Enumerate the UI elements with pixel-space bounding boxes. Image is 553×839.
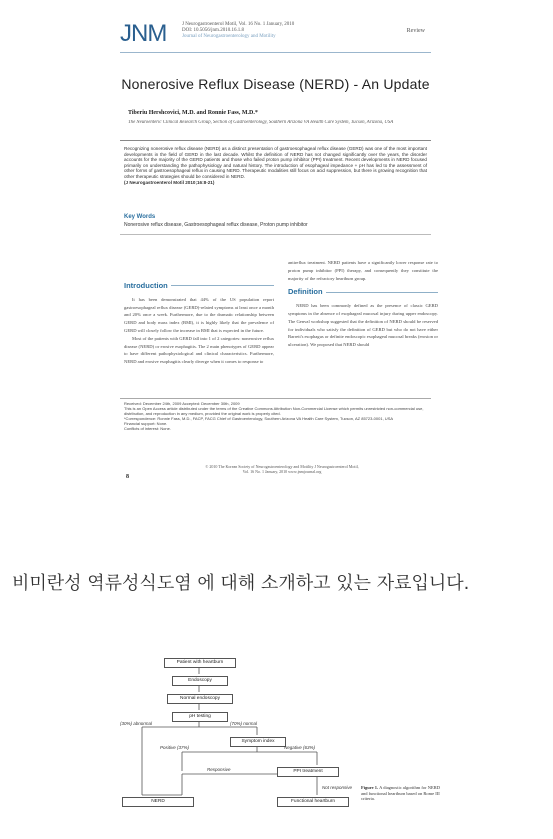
conflicts: Conflicts of interest: None. xyxy=(124,426,171,431)
journal-meta xyxy=(182,22,332,40)
right-column xyxy=(288,259,438,349)
journal-logo: JNM xyxy=(120,20,167,47)
intro-paragraph-2: Most of the patients with GERD fall into 1 of 2 categories: nonerosive reflux disease (NERD) or erosive esophagitis. The 2 main phenotypes of GERD appear to have different pathophysiological and clinical characteristics. Furthermore, NERD and erosive esophagitis clearly diverge when it comes to response to xyxy=(124,335,274,365)
introduction-heading xyxy=(124,282,274,290)
box-ph-testing: pH testing xyxy=(172,712,228,722)
right-paragraph-2: NERD has been commonly defined as the presence of classic GERD symptoms in the absence of esophageal mucosal injury during upper endoscopy. The Genval workshop suggested that the definition of NERD should be reserved for individuals who satisfy the definition of GERD but who do not have either Barrett's esophagus or definite endoscopic esophageal mucosal breaks (erosion or ulceration). We proposed that NERD should xyxy=(288,303,438,348)
flowchart xyxy=(112,655,442,835)
article-title: Nonerosive Reflux Disease (NERD) - An Update xyxy=(121,76,430,92)
box-patient: Patient with heartburn xyxy=(164,658,236,668)
citation: (J Neurogastroenterol Motil 2010;16:8-21) xyxy=(124,179,215,185)
figure-caption xyxy=(361,785,441,802)
box-normal-endoscopy: Normal endoscopy xyxy=(167,694,233,704)
affiliation: The Neuroenteric Clinical Research Group, Section of Gastroenterology, Southern Arizona VA Health Care System, Tucson, Arizona, USA xyxy=(128,120,394,125)
box-nerd: NERD xyxy=(122,797,194,807)
heading-rule xyxy=(326,292,438,293)
box-symptom-index: Symptom index xyxy=(230,737,286,747)
label-positive: Positive (37%) xyxy=(160,745,190,750)
abstract-text: Recognizing nonerosive reflux disease (NERD) as a distinct presentation of gastroesophageal reflux disease (GERD) was one of the most important developments in the field of GERD in the last decade. Whilst the definition of NERD has not changed significantly over the years, the disorder accounts for the majority of the GERD patients and those who failed proton pump inhibitor (PPI) treatment. Recent developments in NERD focused primarily on understanding the pathophysiology and natural history. The introduction of esophageal impedance + pH has led to the assessment of other forms of gastroesophageal reflux in causing NERD. Therapeutic modalities still focus on acid suppression, but there is growing recognition that other therapeutic strategies should be considered in NERD. xyxy=(124,146,427,179)
section-title: Introduction xyxy=(124,281,168,290)
label-not-responsive: Not responsive xyxy=(322,785,353,790)
box-endoscopy: Endoscopy xyxy=(172,676,228,686)
definition-heading xyxy=(288,288,438,296)
journal-name: Journal of Neurogastroenterology and Motility xyxy=(182,34,276,39)
box-functional-heartburn: Functional heartburn xyxy=(277,797,349,807)
label-abnormal: (30%) abnormal xyxy=(120,721,153,726)
abstract xyxy=(124,146,427,185)
doi-line: DOI: 10.5056/jnm.2010.16.1.8 xyxy=(182,28,244,33)
license-note: This is an Open Access article distributed under the terms of the Creative Commons Attribution Non-Commercial License which permits unrestricted non-commercial use, distribution, and reproduction in any medium, provided the original work is properly cited. xyxy=(124,406,424,416)
left-column xyxy=(124,280,274,366)
keywords-divider xyxy=(120,234,431,235)
financial-support: Financial support: None. xyxy=(124,421,168,426)
keywords-heading: Key Words xyxy=(124,214,156,220)
authors: Tiberiu Hershcovici, M.D. and Ronnie Fass, M.D.* xyxy=(128,110,258,116)
heading-rule xyxy=(171,285,274,286)
bottom-meta: © 2010 The Korean Society of Neurogastroenterology and Motility J Neurogastroenterol Motil, Vol. 16 No. 1 January, 2010 www.jnmjournal.org xyxy=(205,464,359,474)
section-title: Definition xyxy=(288,287,323,297)
header-divider xyxy=(120,52,431,53)
footnotes xyxy=(124,401,430,431)
box-ppi-treatment: PPI treatment xyxy=(277,767,339,777)
label-normal: (70%) normal xyxy=(230,721,258,726)
footnote-divider xyxy=(120,398,431,399)
figure-caption-text: A diagnostic algorithm for NERD and functional heartburn based on Rome III criteria. xyxy=(361,785,441,801)
page-number: 8 xyxy=(126,474,129,480)
received-dates: Received: December 24th, 2009 Accepted: December 30th, 2009 xyxy=(124,401,240,406)
keywords: Nonerosive reflux disease, Gastroesophageal reflux disease, Proton pump inhibitor xyxy=(124,222,308,228)
figure-label: Figure 1. xyxy=(361,785,379,790)
intro-paragraph-1: It has been demonstrated that 44% of the US population report gastroesophageal reflux disease (GERD)-related symptoms at least once a month and 20% once a week. Furthermore, due to the dramatic relationship between GERD and body mass index (BMI), it is highly likely that the prevalence of GERD will closely follow the increase in BMI that is expected in the future. xyxy=(124,296,274,333)
correspondence: *Correspondence: Ronnie Fass, M.D., FACP, FACG Chief of Gastroenterology, Southern Arizona VA Health Care System, Tucson, AZ 85723-0001, USA xyxy=(124,416,394,421)
right-paragraph-1: antireflux treatment. NERD patients have a significantly lower response rate to proton pump inhibitor (PPI) therapy, and consequently they constitute the majority of the refractory heartburn group. xyxy=(288,260,438,281)
abstract-divider xyxy=(120,140,431,141)
label-negative: Negative (63%) xyxy=(284,745,316,750)
label-responsive: Responsive xyxy=(207,767,231,772)
article-type: Review xyxy=(406,28,425,34)
article-page xyxy=(112,12,439,482)
meta-line: J Neurogastroenterol Motil, Vol. 16 No. 1 January, 2010 xyxy=(182,22,295,27)
korean-caption: 비미란성 역류성식도염 에 대해 소개하고 있는 자료입니다. xyxy=(12,573,470,594)
